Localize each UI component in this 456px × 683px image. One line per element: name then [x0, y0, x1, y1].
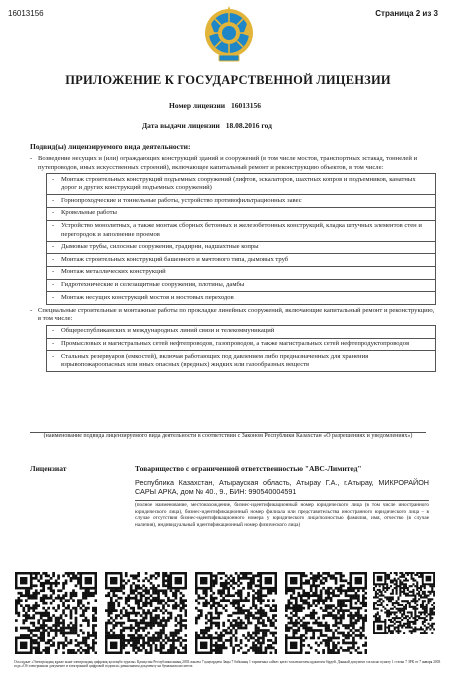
- kazakhstan-state-emblem-icon: [203, 6, 255, 64]
- divider: [135, 500, 429, 501]
- activity-group: - Специальные строительные и монтажные работы по прокладке линейных сооружений, включающие капитальный ремонт и реконструкцию, в том числе:: [28, 307, 436, 324]
- activity-item: - Монтаж строительных конструкций подъемных сооружений (лифтов, эскалаторов, шахтных копров и подъемников, канатных дорог и других конструкций подъемных сооружений): [47, 174, 436, 195]
- license-number-label: Номер лицензии: [169, 101, 226, 110]
- license-number-value: 16013156: [230, 101, 261, 110]
- licensee-address: Республика Казахстан, Атырауская область, Атырау Г.А., г.Атырау, МИКРОРАЙОН САРЫ АРКА, дом № 40., 9., БИН: 990540004591: [135, 478, 429, 497]
- activity-item: - Общереспубликанских и международных линий связи и телекоммуникаций: [47, 326, 436, 339]
- issue-date-value: 18.08.2016 год: [225, 121, 272, 130]
- activity-item: - Гидротехнические и селезащитные сооружения, плотины, дамбы: [47, 280, 436, 293]
- activity-item: - Стальных резервуаров (емкостей), включая работающих под давлением либо предназначенных для хранения взрывопожароопасных или иных опасных (вредных) жидких или газообразных веществ: [47, 351, 436, 372]
- activity-item: - Кровельные работы: [47, 208, 436, 221]
- licensee-name: Товарищество с ограниченной ответственностью "АВС-Лимитед": [135, 464, 362, 473]
- activity-subtable: [46, 173, 436, 305]
- subtype-note: (наименование подвида лицензируемого вида деятельности в соответствии с Законом Республики Казахстан «О разрешениях и уведомлениях»): [43, 433, 413, 439]
- activity-list: [28, 155, 436, 372]
- license-number: [169, 101, 261, 110]
- activity-subtable: [46, 325, 436, 372]
- activity-item: - Монтаж металлических конструкций: [47, 267, 436, 280]
- activity-item: - Устройство монолитных, а также монтаж сборных бетонных и железобетонных конструкций, кладка штучных элементов стен и перегородок и заполнение проемов: [47, 221, 436, 242]
- issue-date: [142, 121, 272, 130]
- footer-note: Осы құжат «Электрондық құжат және электрондық цифрлық қолтаңба туралы» Қазақстан Республикасының 2003 жылғы 7 қаңтардағы Заңы 7 бабының 1 тармағына сәйкес қағаз тасығыштағы құжатпен бірдей. Данный документ согласно пункту 1 статьи 7 ЗРК от 7 января 2003 года «Об электронном документе и электронной цифровой подписи» равнозначен документу на бумажном носителе.: [14, 660, 441, 669]
- page-indicator: Страница 2 из 3: [375, 9, 438, 18]
- issue-date-label: Дата выдачи лицензии: [142, 121, 220, 130]
- qr-code: [105, 572, 187, 654]
- activity-item: - Монтаж несущих конструкций мостов и мостовых переходов: [47, 292, 436, 305]
- activity-item: - Дымовые трубы, силосные сооружения, градирни, надшахтные копры: [47, 242, 436, 255]
- activity-item: - Горнопроходческие и тоннельные работы, устройство противофильтрационных завес: [47, 195, 436, 208]
- licensee-label: Лицензиат: [30, 464, 67, 473]
- qr-code: [15, 572, 97, 654]
- qr-code: [195, 572, 277, 654]
- activity-group: - Возведение несущих и (или) ограждающих конструкций зданий и сооружений (в том числе мостов, транспортных эстакад, тоннелей и путепроводов, иных искусственных строений), включающее капитальный ремонт и реконструкцию объектов, в том числе:: [28, 155, 436, 172]
- activity-item: - Промысловых и магистральных сетей нефтепроводов, газопроводов, а также магистральных сетей нефтепродуктопроводов: [47, 339, 436, 352]
- qr-code: [373, 572, 435, 634]
- licensee-note: (полное наименование, местонахождение, бизнес-идентификационный номер юридического лица (в том числе иностранного юридического лица), бизнес-идентификационный номер филиала или представительства иностранного юридического лица – в случае отсутствия бизнес-идентификационного номера у юридического лица/полностью фамилия, имя, отчество (в случае наличия), индивидуальный идентификационный номер физического лица): [135, 502, 429, 529]
- document-number: 16013156: [8, 9, 44, 18]
- page-title: ПРИЛОЖЕНИЕ К ГОСУДАРСТВЕННОЙ ЛИЦЕНЗИИ: [65, 73, 391, 87]
- activity-item: - Монтаж строительных конструкций башенного и мачтового типа, дымовых труб: [47, 254, 436, 267]
- qr-code: [285, 572, 367, 654]
- section-title: Подвид(ы) лицензируемого вида деятельности:: [30, 142, 191, 151]
